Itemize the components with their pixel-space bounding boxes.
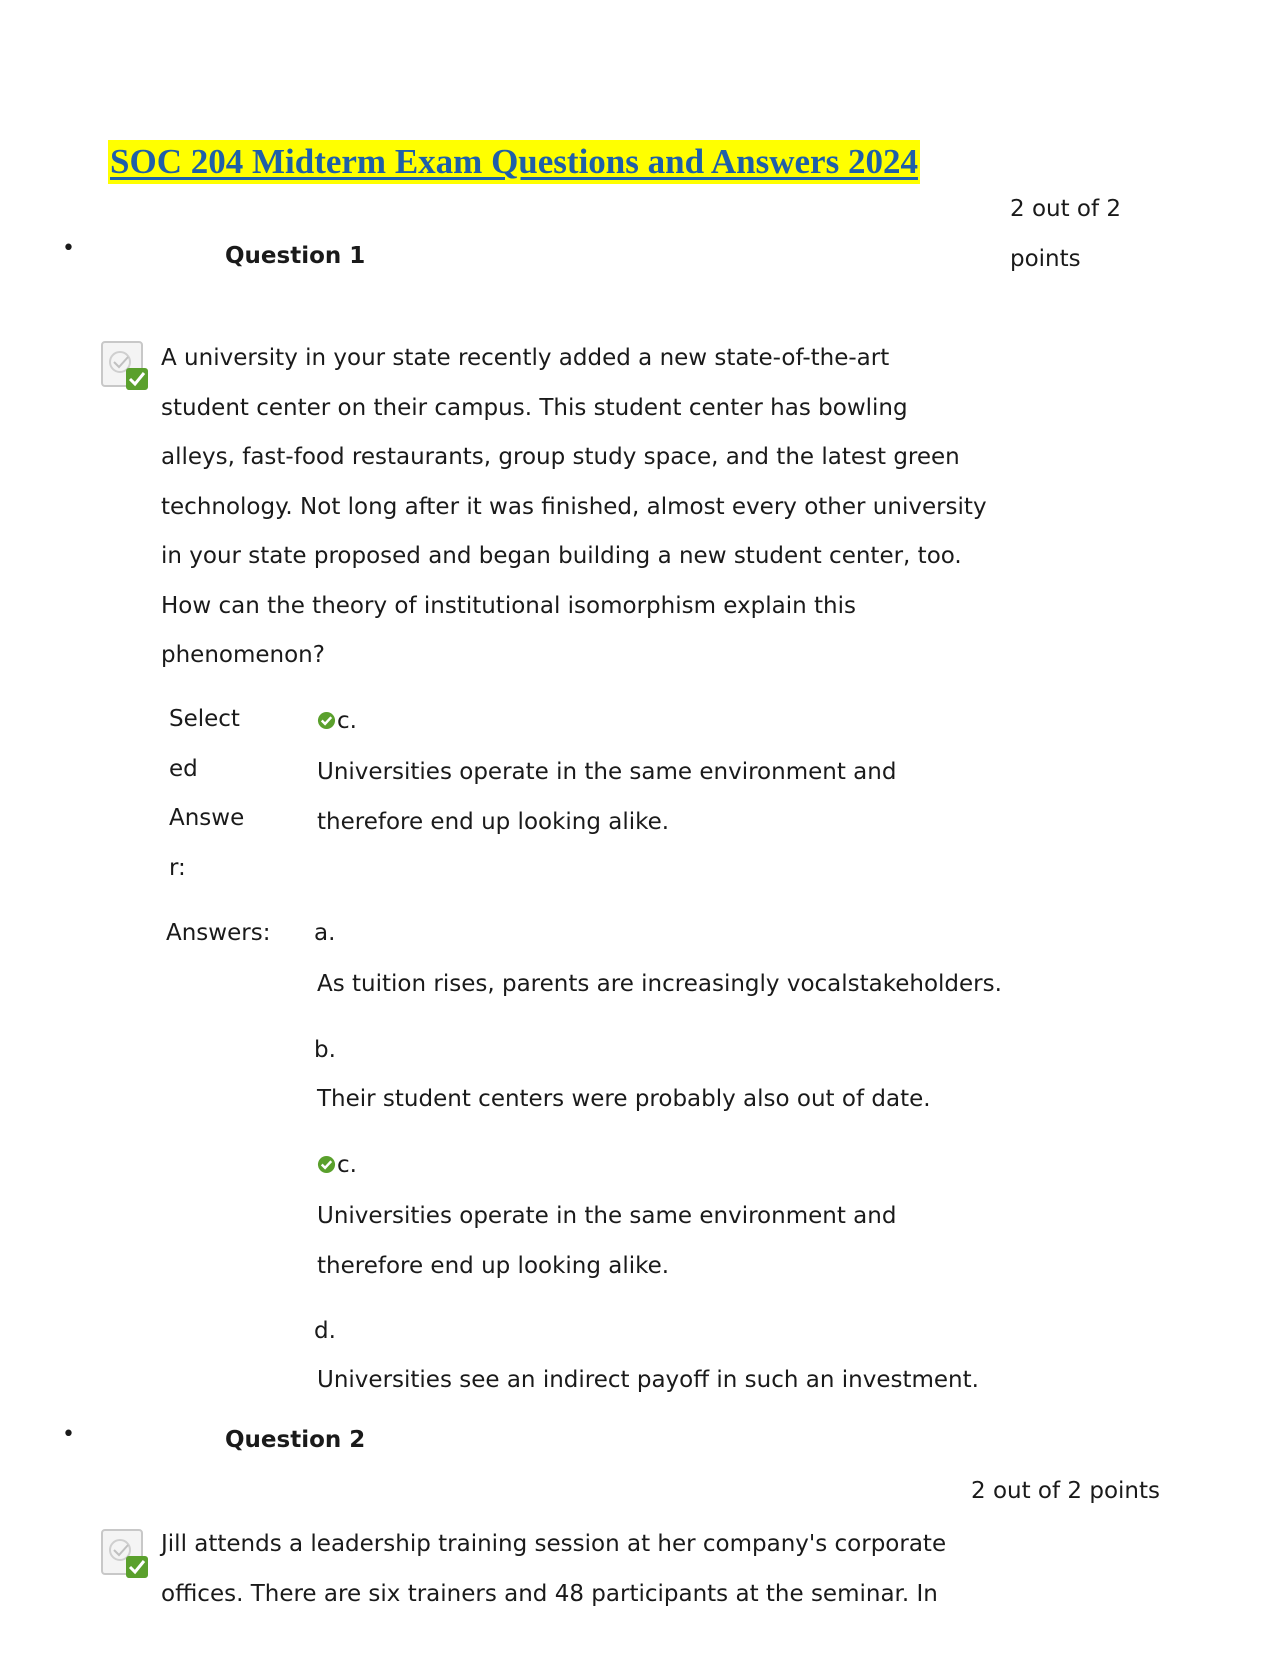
question-text-line: technology. Not long after it was finished, almost every other university bbox=[161, 493, 987, 520]
selected-answer-letter: c. bbox=[317, 697, 357, 747]
question-text-line: in your state proposed and began building a new student center, too. bbox=[161, 543, 962, 569]
question-text-line: How can the theory of institutional isomorphism explain this bbox=[161, 592, 856, 619]
answer-b-letter: b. bbox=[314, 1037, 336, 1063]
question-text-line: phenomenon? bbox=[161, 642, 325, 668]
question-text-line: offices. There are six trainers and 48 participants at the seminar. In bbox=[161, 1580, 938, 1607]
answer-b-text: Their student centers were probably also out of date. bbox=[317, 1086, 931, 1112]
correct-check-icon bbox=[317, 711, 336, 730]
question-1-bullet: • bbox=[62, 236, 75, 261]
question-text-line: student center on their campus. This student center has bowling bbox=[161, 394, 908, 421]
question-2-bullet: • bbox=[62, 1422, 75, 1447]
question-2-score: 2 out of 2 points bbox=[971, 1478, 1160, 1504]
correct-check-icon bbox=[317, 1155, 336, 1174]
answer-d-text: Universities see an indirect payoff in such an investment. bbox=[317, 1367, 979, 1393]
graded-correct-icon bbox=[100, 1528, 152, 1580]
question-text-line: Jill attends a leadership training session at her company's corporate bbox=[161, 1531, 947, 1557]
answer-d-letter: d. bbox=[314, 1318, 336, 1344]
answer-a-text: As tuition rises, parents are increasingly vocalstakeholders. bbox=[317, 971, 1002, 997]
question-1-label: Question 1 bbox=[225, 243, 366, 269]
question-1-score-line2: points bbox=[1010, 246, 1081, 272]
question-1-score-line1: 2 out of 2 bbox=[1010, 196, 1122, 222]
answers-label: Answers: bbox=[166, 920, 271, 946]
question-1-text bbox=[161, 334, 987, 681]
question-2-label: Question 2 bbox=[225, 1427, 366, 1453]
graded-correct-icon bbox=[100, 340, 152, 392]
answer-c-letter: c. bbox=[317, 1141, 357, 1191]
question-text-line: alleys, fast-food restaurants, group study space, and the latest green bbox=[161, 444, 960, 470]
selected-answer-label: Select ed Answe r: bbox=[169, 706, 245, 881]
selected-answer-text: Universities operate in the same environment and therefore end up looking alike. bbox=[317, 759, 897, 835]
question-2-text bbox=[161, 1520, 946, 1619]
document-title: SOC 204 Midterm Exam Questions and Answers 2024 bbox=[108, 140, 920, 184]
question-text-line: A university in your state recently added a new state-of-the-art bbox=[161, 345, 890, 371]
answer-c-text: Universities operate in the same environment and therefore end up looking alike. bbox=[317, 1203, 897, 1279]
answer-a-letter: a. bbox=[314, 920, 336, 946]
